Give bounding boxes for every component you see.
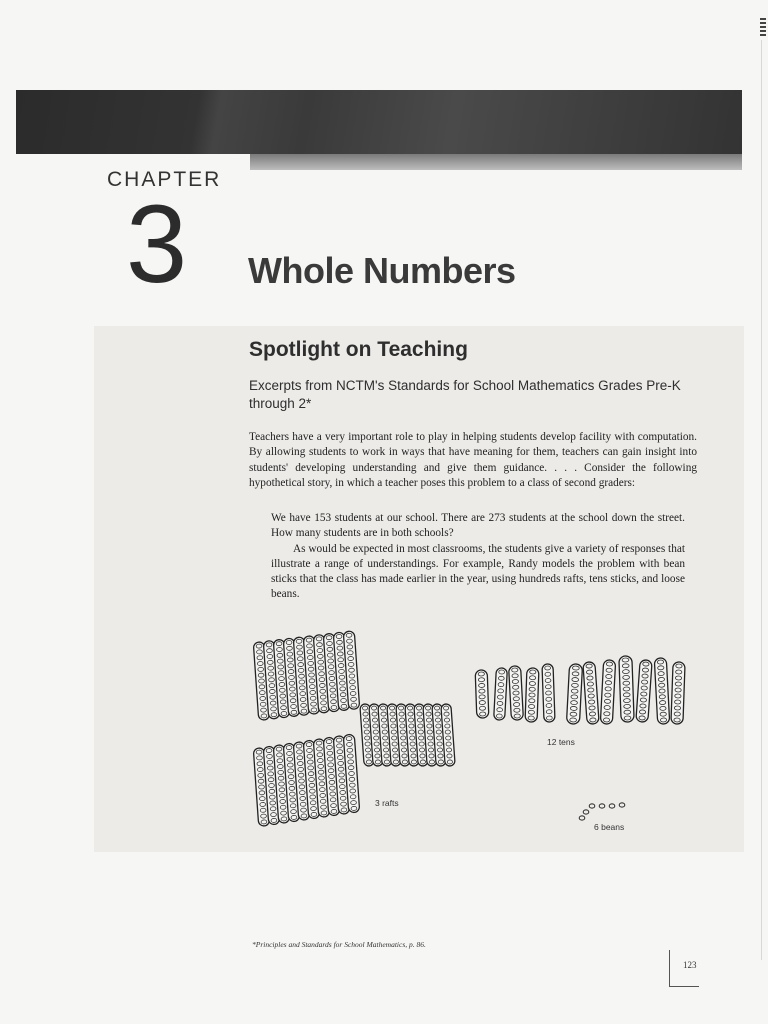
chapter-label: CHAPTER (107, 168, 222, 191)
tens-stick (671, 662, 685, 724)
page-number-rule (669, 950, 670, 986)
tens-stick (619, 656, 634, 722)
tens-stick (566, 664, 582, 725)
quote-problem: We have 153 students at our school. There are 273 students at the school down the street. How many students are in both schools? (271, 512, 685, 540)
loose-bean (619, 803, 625, 807)
scan-edge-marks (760, 18, 766, 38)
loose-bean (583, 810, 589, 814)
loose-bean (589, 804, 595, 808)
tens-label: 12 tens (547, 737, 575, 747)
tens-stick (636, 660, 652, 723)
spotlight-quote (271, 511, 685, 603)
bean-sticks-illustration (240, 620, 710, 845)
page-number: 123 (683, 960, 697, 970)
spotlight-subheading: Excerpts from NCTM's Standards for School Mathematics Grades Pre-K through 2* (249, 378, 681, 411)
spotlight-paragraph: Teachers have a very important role to play in helping students develop facility with computation. By allowing students to work in ways that have meaning for them, teachers can gain insight into students' developing understanding and give them guidance. . . . Consider the following hypothetical story, in which a teacher poses this problem to a class of second graders: (249, 431, 697, 489)
page-number-rule-bottom (669, 986, 699, 987)
beans-label: 6 beans (594, 822, 625, 832)
tens-stick (509, 666, 524, 721)
tens-stick (583, 662, 599, 725)
tens-stick (525, 668, 539, 722)
chapter-banner (16, 90, 742, 154)
tens-stick (600, 660, 615, 725)
chapter-number: 3 (126, 183, 188, 306)
chapter-banner-edge (250, 154, 742, 170)
rafts-label: 3 rafts (375, 798, 399, 808)
tens-stick (542, 664, 555, 722)
tens-stick (654, 658, 669, 725)
tens-stick (494, 668, 508, 721)
loose-bean (579, 816, 585, 820)
spotlight-heading: Spotlight on Teaching (249, 338, 468, 361)
bean-sticks-figure (240, 620, 710, 845)
footnote: *Principles and Standards for School Mathematics, p. 86. (252, 940, 426, 949)
loose-bean (599, 804, 605, 808)
loose-bean (609, 804, 615, 808)
chapter-title: Whole Numbers (248, 250, 516, 291)
tens-stick (475, 670, 489, 718)
scan-edge-line (761, 40, 762, 960)
quote-response: As would be expected in most classrooms, the students give a variety of responses that illustrate a range of understandings. For example, Randy models the problem with bean sticks that the class has made earlier in the year, using hundreds rafts, tens sticks, and loose beans. (271, 542, 685, 601)
